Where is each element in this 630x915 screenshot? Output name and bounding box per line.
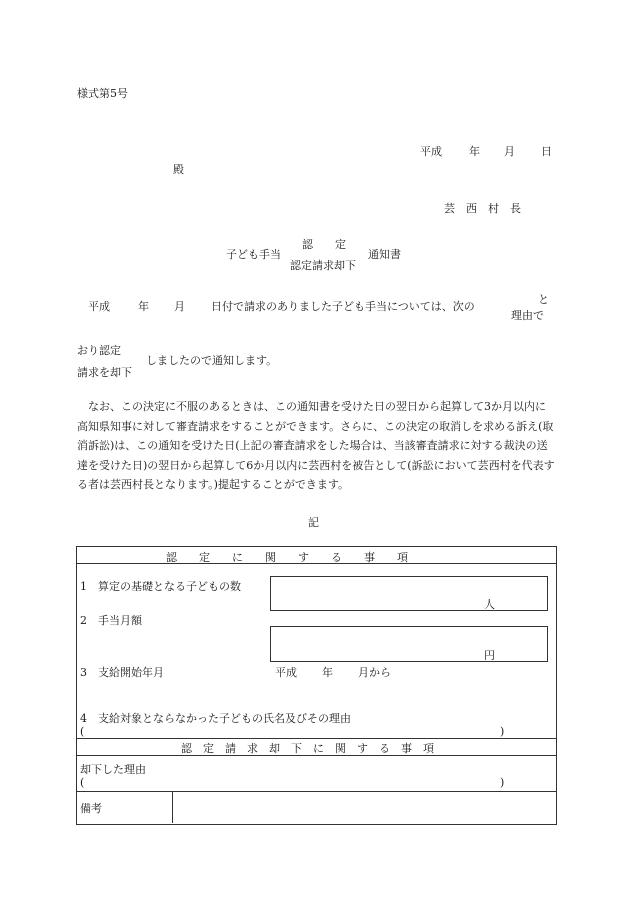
item1-label: 1 算定の基礎となる子どもの数 [80, 580, 241, 593]
form-number: 様式第5号 [77, 87, 128, 100]
body-option-to: と [538, 293, 549, 306]
section1-divider [76, 563, 556, 564]
date-year: 年 [469, 145, 480, 158]
body-option-reject: 請求を却下 [77, 366, 132, 379]
item2-label: 2 手当月額 [80, 614, 142, 627]
body-option-reason: 理由で [511, 309, 544, 322]
remarks-label: 備考 [80, 802, 102, 815]
body-option-approve: おり認定 [77, 344, 121, 357]
section2-divider [76, 755, 556, 756]
item1-field[interactable] [270, 576, 548, 611]
body-year: 年 [138, 300, 149, 313]
addressee: 殿 [173, 163, 184, 176]
item3-era: 平成 [275, 666, 297, 679]
title-suffix: 通知書 [368, 248, 401, 261]
item2-unit: 円 [484, 649, 495, 662]
item4-open-paren: ( [80, 725, 85, 738]
body-era: 平成 [88, 300, 110, 313]
body-text-1: 日付で請求のありました子ども手当については、次の [211, 300, 475, 313]
item3-year: 年 [322, 666, 333, 679]
date-month: 月 [504, 145, 515, 158]
item3-label: 3 支給開始年月 [80, 666, 164, 679]
section2-header: 認 定 請 求 却 下 に 関 す る 事 項 [181, 742, 434, 755]
item4-close-paren: ) [500, 725, 505, 738]
remarks-column-divider [172, 791, 173, 823]
item3-month: 月から [358, 666, 391, 679]
remarks-divider [76, 791, 556, 792]
date-era: 平成 [420, 145, 442, 158]
title-prefix: 子ども手当 [226, 248, 281, 261]
title-option-reject: 認定請求却下 [290, 259, 356, 272]
reason-label: 却下した理由 [80, 763, 146, 776]
reason-close-paren: ) [500, 776, 505, 789]
section2-top-divider [76, 738, 556, 739]
item2-field[interactable] [270, 626, 548, 662]
reason-open-paren: ( [80, 776, 85, 789]
body-month: 月 [174, 300, 185, 313]
item4-label: 4 支給対象とならなかった子どもの氏名及びその理由 [80, 712, 351, 725]
ki-marker: 記 [308, 516, 319, 529]
section1-header: 認 定 に 関 す る 事 項 [166, 551, 408, 564]
appeal-notice: なお、この決定に不服のあるときは、この通知書を受けた日の翌日から起算して3か月以内に高知県知事に対して審査請求をすることができます。さらに、この決定の取消しを求める訴え(取消訴訟)は、この通知を受けた日(上記の審査請求をした場合は、当該審査請求に対する裁決の送達を受けた日)の翌日から起算して6か月以内に芸西村を被告として(訴訟において芸西村を代表する者は芸西村長となります。)提起することができます。 [77, 400, 555, 491]
title-option-approve: 認 定 [302, 238, 346, 251]
item1-unit: 人 [484, 598, 495, 611]
date-day: 日 [541, 145, 552, 158]
body-text-2: しましたので通知します。 [146, 354, 278, 367]
sender: 芸 西 村 長 [444, 202, 521, 215]
